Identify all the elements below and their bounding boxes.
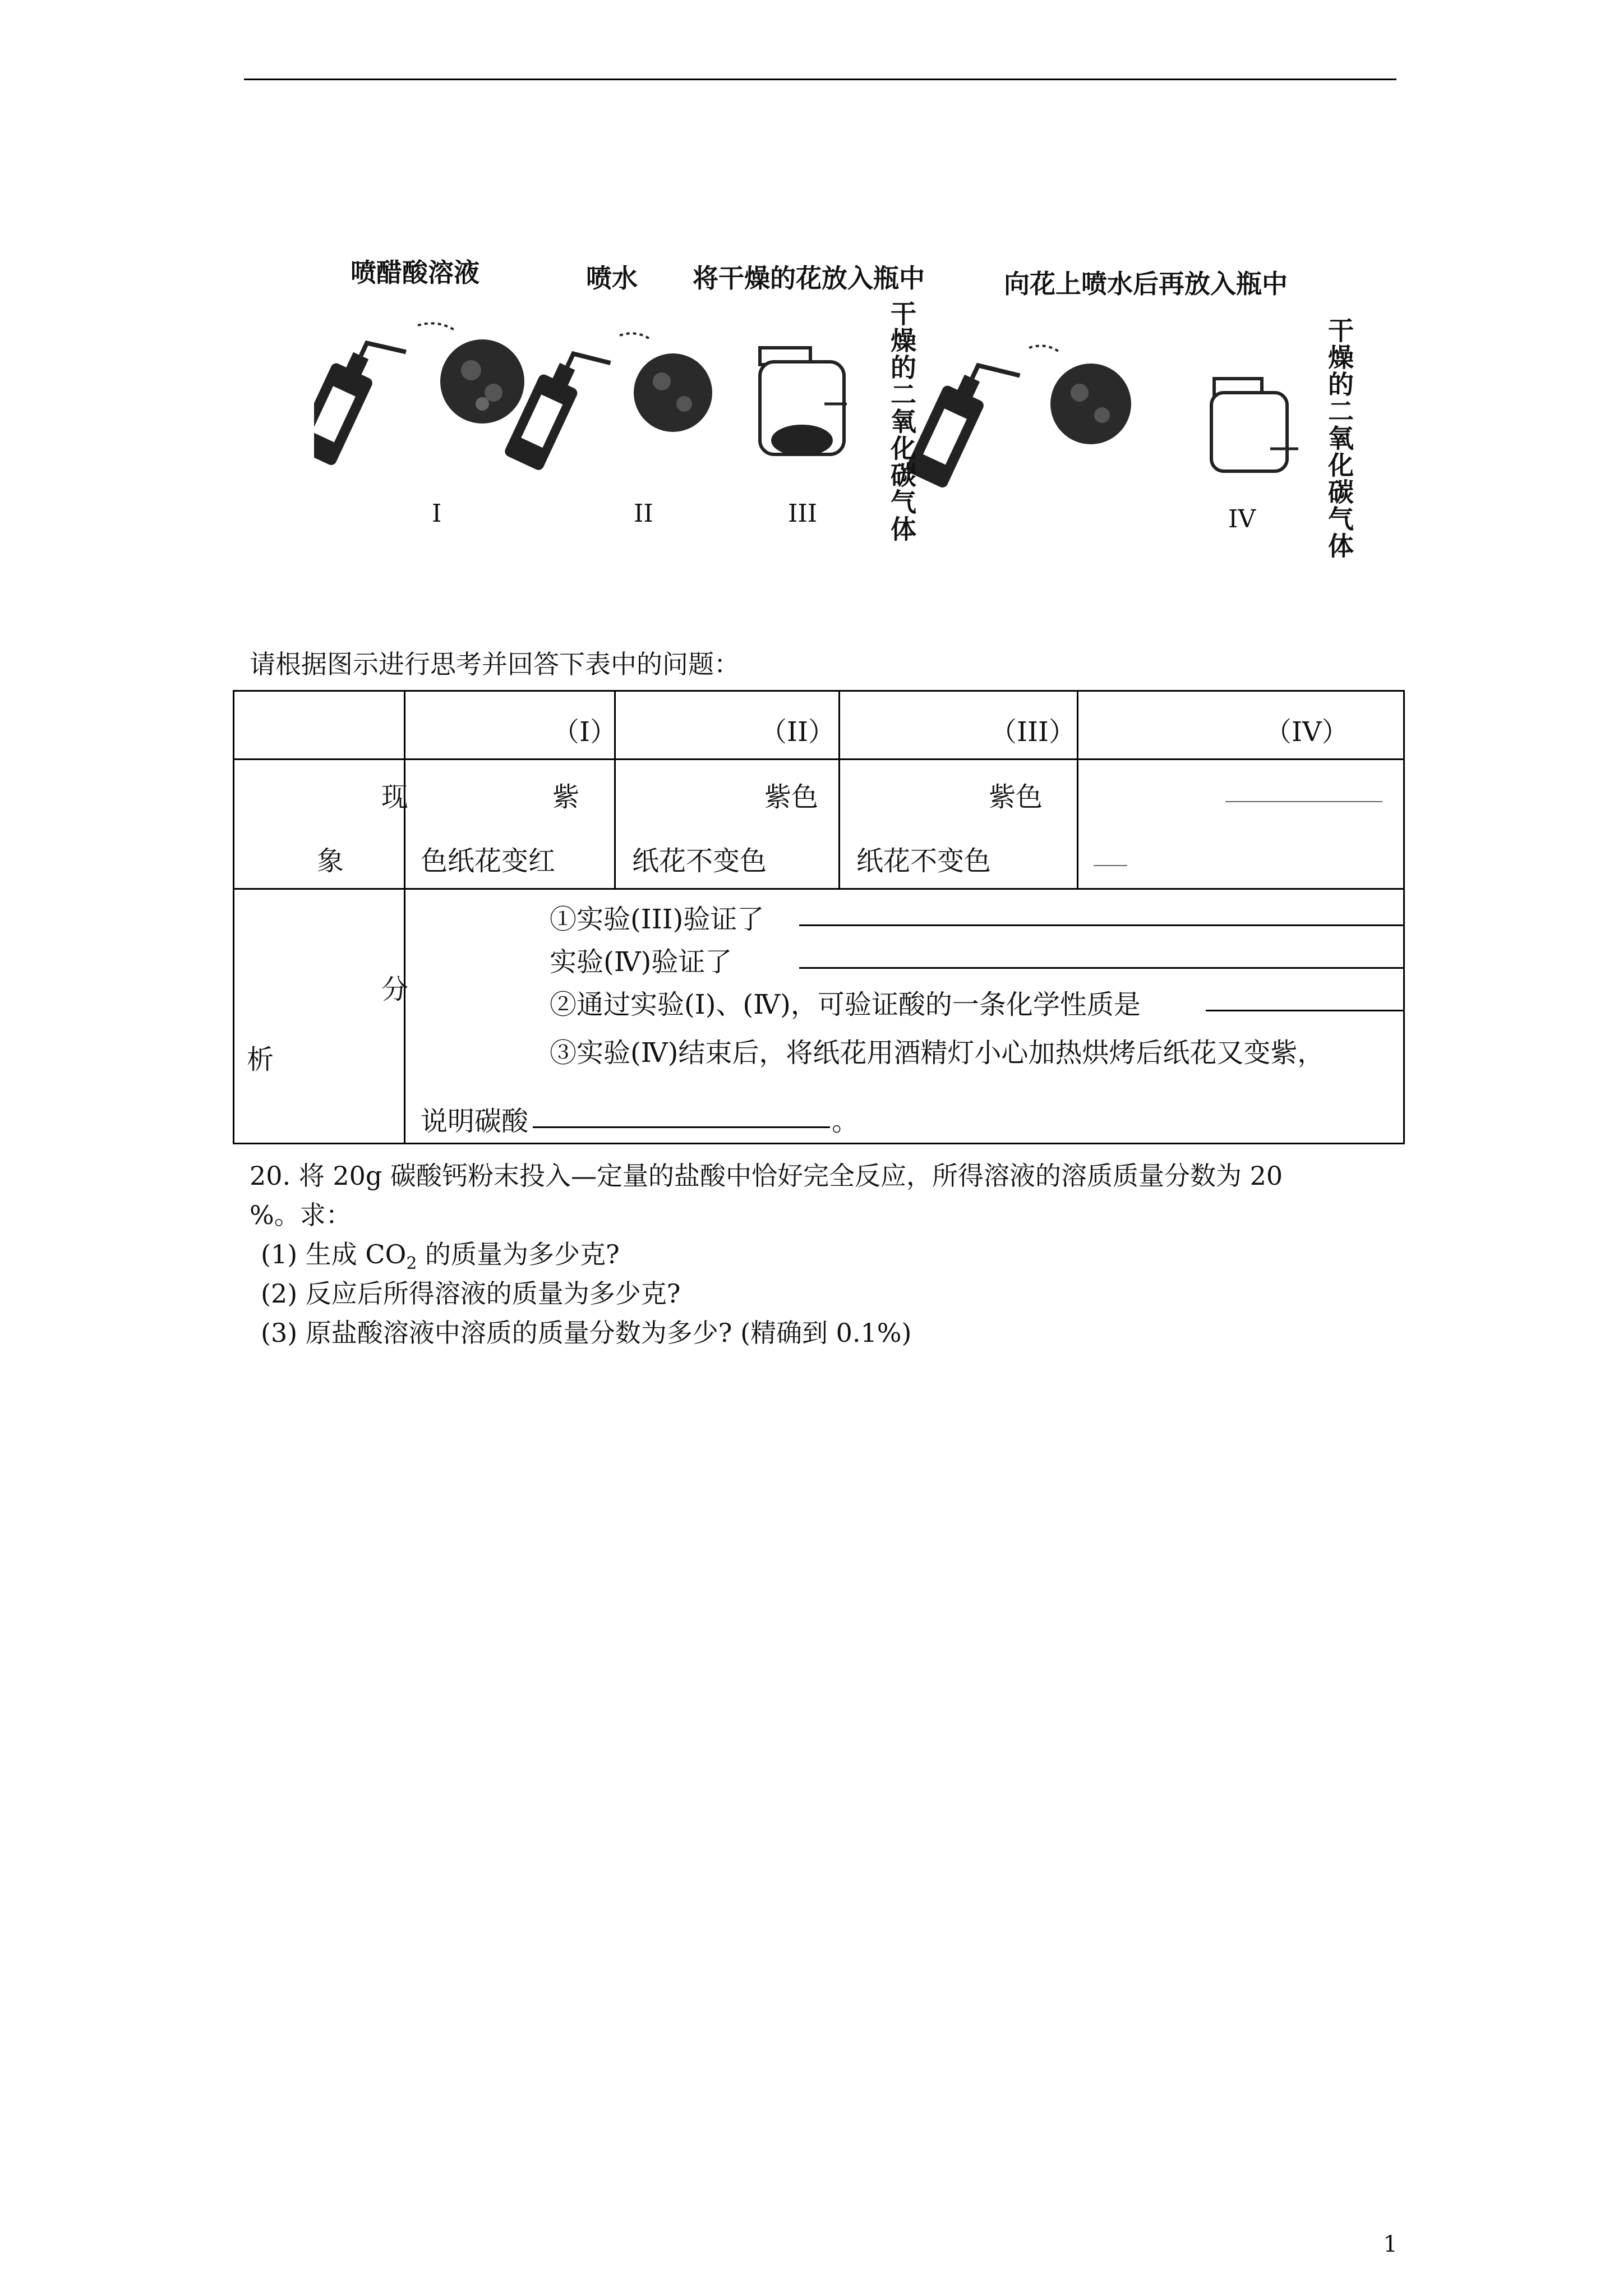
row-label-phenomenon-a: 现 bbox=[381, 781, 409, 813]
cell-3-line-b: 纸花不变色 bbox=[856, 845, 992, 877]
question-20-part-1 bbox=[261, 1234, 620, 1273]
roman-label-4: IV bbox=[1228, 505, 1256, 533]
answer-blank-analysis-3[interactable] bbox=[1206, 1010, 1403, 1011]
label-spray-acetic-acid: 喷醋酸溶液 bbox=[351, 257, 479, 288]
q1-suffix: 的质量为多少克? bbox=[417, 1239, 620, 1269]
cell-1-line-a: 紫 bbox=[552, 781, 580, 813]
sprayer-icon bbox=[503, 338, 611, 479]
answer-blank-iv-a[interactable] bbox=[1225, 801, 1382, 802]
vertical-label-co2-b: 干燥的二氧化碳气体 bbox=[1324, 317, 1354, 559]
cell-2-line-b: 纸花不变色 bbox=[632, 845, 767, 877]
analysis-line-4: ③实验(Ⅳ)结束后，将纸花用酒精灯小心加热烘烤后纸花又变紫， bbox=[550, 1037, 1325, 1069]
jar-icon bbox=[760, 348, 844, 456]
cell-3-line-a: 紫色 bbox=[989, 781, 1043, 813]
question-20-line-1: 20. 将 20g 碳酸钙粉末投入—定量的盐酸中恰好完全反应，所得溶液的溶质质量分数为 20 bbox=[250, 1161, 1283, 1191]
col-header-4: （IV） bbox=[1265, 716, 1349, 748]
label-spray-then-jar: 向花上喷水后再放入瓶中 bbox=[1004, 269, 1288, 299]
q1-subscript: 2 bbox=[406, 1254, 417, 1274]
roman-label-1: I bbox=[432, 499, 442, 528]
row-label-phenomenon-b: 象 bbox=[317, 845, 344, 877]
analysis-line-5a: 说明碳酸 bbox=[421, 1106, 529, 1137]
vertical-label-co2-a: 干燥的二氧化碳气体 bbox=[887, 300, 917, 542]
label-spray-water: 喷水 bbox=[586, 263, 638, 293]
jar-icon bbox=[1211, 379, 1287, 471]
answer-blank-analysis-1[interactable] bbox=[799, 924, 1403, 926]
analysis-line-1: ①实验(III)验证了 bbox=[550, 904, 764, 935]
question-20-line-2: %。求： bbox=[250, 1200, 352, 1230]
analysis-line-5b: 。 bbox=[832, 1106, 859, 1137]
flower-icon bbox=[440, 339, 524, 424]
row-label-analysis-a: 分 bbox=[381, 974, 409, 1005]
col-header-2: （II） bbox=[760, 716, 835, 748]
sprayer-icon bbox=[314, 326, 406, 474]
intro-text: 请根据图示进行思考并回答下表中的问题： bbox=[250, 649, 740, 679]
results-table bbox=[233, 690, 1405, 1144]
header-rule bbox=[244, 79, 1396, 80]
answer-blank-analysis-2[interactable] bbox=[799, 967, 1403, 969]
experiment-drawings bbox=[314, 236, 1368, 595]
question-20-part-3: (3) 原盐酸溶液中溶质的质量分数为多少? (精确到 0.1%) bbox=[261, 1318, 912, 1348]
analysis-line-2: 实验(Ⅳ)验证了 bbox=[550, 946, 732, 978]
cell-1-line-b: 色纸花变红 bbox=[421, 845, 556, 877]
experiment-figure bbox=[314, 236, 1368, 595]
answer-blank-iv-b[interactable] bbox=[1094, 865, 1127, 866]
col-header-1: （I） bbox=[552, 716, 617, 748]
question-20-part-2: (2) 反应后所得溶液的质量为多少克? bbox=[261, 1278, 681, 1309]
answer-blank-analysis-5[interactable] bbox=[533, 1126, 830, 1128]
sprayer-icon bbox=[905, 348, 1020, 498]
analysis-line-3: ②通过实验(I)、(Ⅳ)，可验证酸的一条化学性质是 bbox=[550, 989, 1141, 1020]
flower-icon bbox=[1050, 364, 1131, 444]
roman-label-2: II bbox=[634, 499, 653, 528]
flower-icon bbox=[634, 353, 712, 432]
cell-2-line-a: 紫色 bbox=[764, 781, 819, 813]
label-dry-flower-in-jar: 将干燥的花放入瓶中 bbox=[693, 263, 925, 293]
roman-label-3: III bbox=[788, 499, 818, 528]
col-header-3: （III） bbox=[990, 716, 1076, 748]
q1-prefix: (1) 生成 CO bbox=[261, 1239, 407, 1269]
page-number: 1 bbox=[1383, 2231, 1398, 2257]
row-label-analysis-b: 析 bbox=[247, 1044, 274, 1075]
